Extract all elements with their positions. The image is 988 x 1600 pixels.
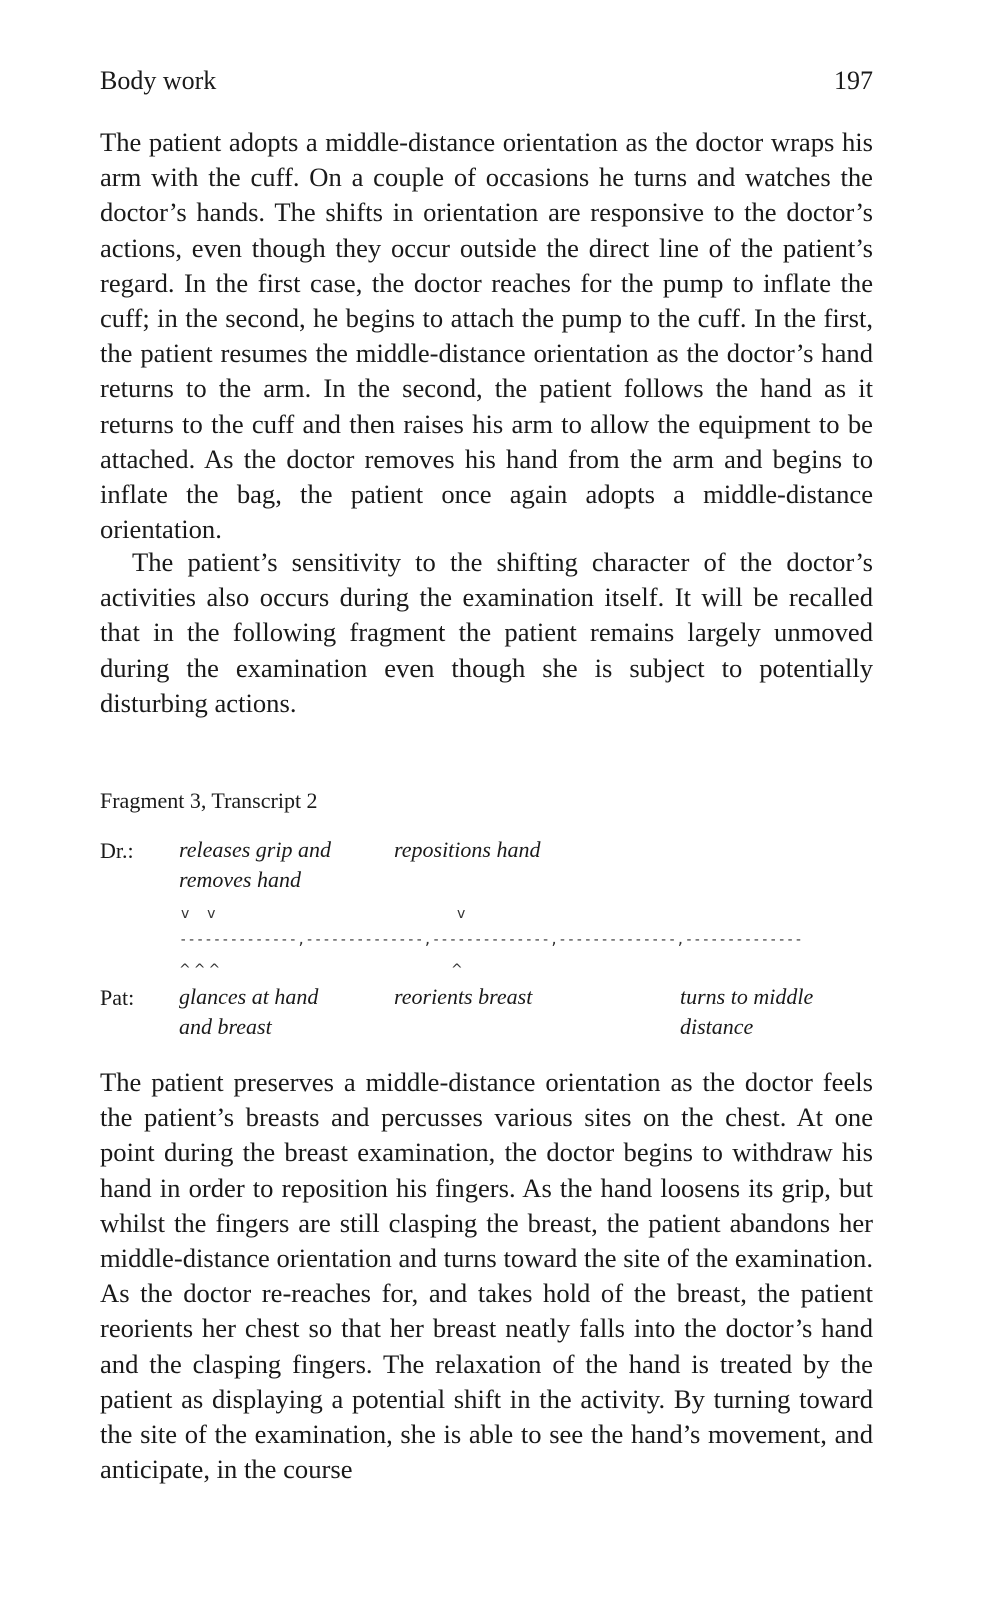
patient-action-3-line-1: turns to middle <box>680 984 814 1009</box>
patient-marks-2: ^ <box>451 962 466 978</box>
running-head-title: Body work <box>100 66 217 95</box>
patient-speaker-label: Pat: <box>100 985 135 1010</box>
patient-marks-1: ^^^ <box>179 962 224 978</box>
page-number: 197 <box>834 66 873 95</box>
transcript-caption: Fragment 3, Transcript 2 <box>100 788 318 813</box>
transcript-figure <box>100 782 873 1062</box>
doctor-speaker-label: Dr.: <box>100 838 134 863</box>
paragraph-2: The patient’s sensitivity to the shifting character of the doctor’s activities also occurs during the examination itself. It will be recalled that in the following fragment the patient remains largely unmoved during the examination even though she is subject to potentially disturbing actions. <box>100 547 873 718</box>
paragraph-3: The patient preserves a middle-distance orientation as the doctor feels the patient’s breasts and percusses various sites on the chest. At one point during the breast examination, the doctor begins to withdraw his hand in order to reposition his fingers. As the hand loosens its grip, but whilst the fingers are still clasping the breast, the patient abandons her middle-distance orientation and turns toward the site of the examination. As the doctor re-reaches for, and takes hold of the breast, the patient reorients her chest so that her breast neatly falls into the doctor’s hand and the clasping fingers. The relaxation of the hand is treated by the patient as displaying a potential shift in the activity. By turning toward the site of the examination, she is able to see the hand’s movement, and anticipate, in the course <box>100 1067 873 1485</box>
timeline: --------------,--------------,--------------,--------------,-------------- <box>179 932 803 948</box>
doctor-action-1-line-2: removes hand <box>179 867 301 892</box>
doctor-action-2: repositions hand <box>394 837 541 862</box>
patient-action-1-line-1: glances at hand <box>179 984 319 1009</box>
patient-action-3-line-2: distance <box>680 1014 754 1039</box>
running-head <box>100 66 873 98</box>
patient-action-2: reorients breast <box>394 984 533 1009</box>
paragraph-1: The patient adopts a middle-distance orientation as the doctor wraps his arm with the cuff. On a couple of occasions he turns and watches the doctor’s hands. The shifts in orientation are responsive to the doctor’s actions, even though they occur outside the direct line of the patient’s regard. In the first case, the doctor reaches for the pump to inflate the cuff; in the second, he begins to attach the pump to the cuff. In the first, the patient resumes the middle-distance orientation as the doctor’s hand returns to the arm. In the second, the patient follows the hand as it returns to the cuff and then raises his arm to allow the equipment to be attached. As the doctor removes his hand from the arm and begins to inflate the bag, the patient once again adopts a middle-distance orientation. <box>100 127 873 545</box>
doctor-marks-2: v <box>457 906 469 922</box>
doctor-action-1-line-1: releases grip and <box>179 837 331 862</box>
doctor-marks-1: v v <box>181 906 219 922</box>
patient-action-1-line-2: and breast <box>179 1014 272 1039</box>
